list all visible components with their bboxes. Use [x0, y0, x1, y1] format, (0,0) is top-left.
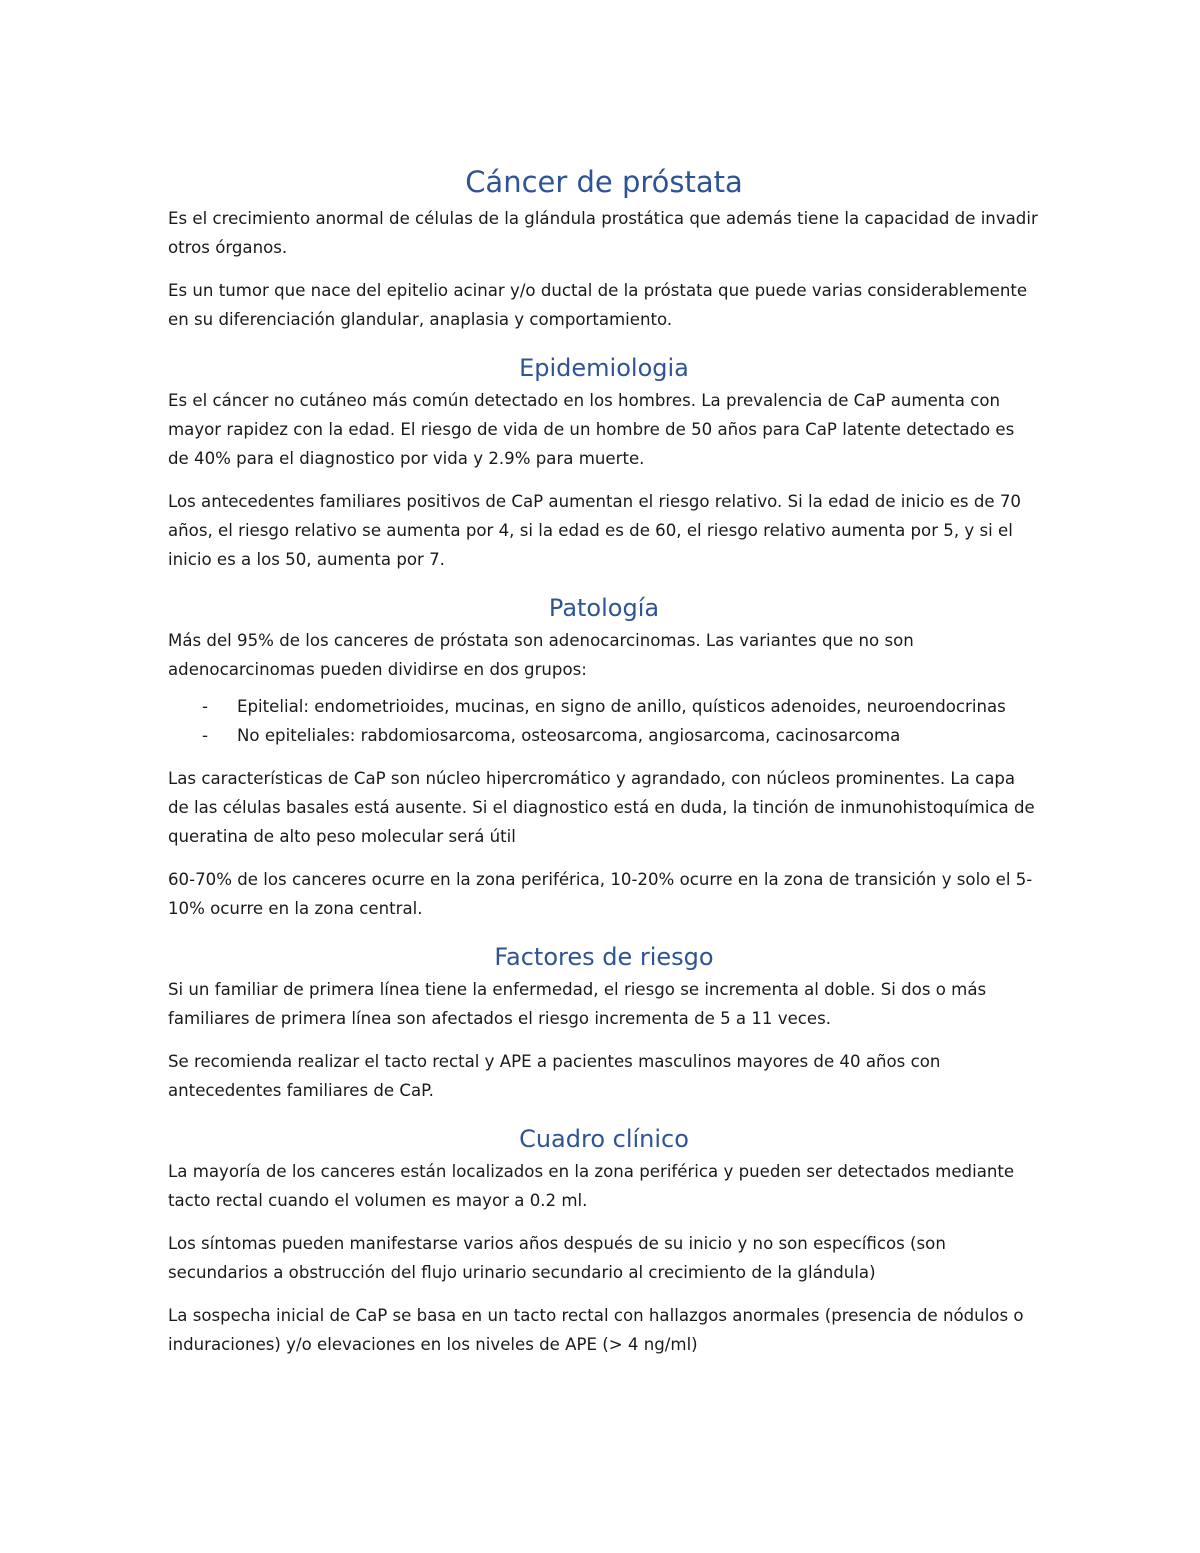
- list-item-text: No epiteliales: rabdomiosarcoma, osteosarcoma, angiosarcoma, cacinosarcoma: [237, 726, 901, 745]
- cuadro-paragraph-3: La sospecha inicial de CaP se basa en un tacto rectal con hallazgos anormales (presencia de nódulos o induraciones) y/o elevaciones en los niveles de APE (> 4 ng/ml): [168, 1306, 1024, 1354]
- patologia-paragraph-2: Las características de CaP son núcleo hipercromático y agrandado, con núcleos prominentes. La capa de las células basales está ausente. Si el diagnostico está en duda, la tinción de inmunohistoquímica de queratina de alto peso molecular será útil: [168, 769, 1035, 846]
- cuadro-paragraph-1: La mayoría de los canceres están localizados en la zona periférica y pueden ser detectados mediante tacto rectal cuando el volumen es mayor a 0.2 ml.: [168, 1162, 1015, 1210]
- dash-bullet: -: [202, 697, 208, 716]
- list-item: [168, 692, 1040, 721]
- heading-factores-de-riesgo: Factores de riesgo: [494, 943, 714, 971]
- cuadro-paragraph-2: Los síntomas pueden manifestarse varios años después de su inicio y no son específicos (son secundarios a obstrucción del flujo urinario secundario al crecimiento de la glándula): [168, 1234, 946, 1282]
- heading-patologia: Patología: [548, 594, 660, 622]
- heading-cuadro-clinico: Cuadro clínico: [519, 1125, 689, 1153]
- intro-paragraph-2: Es un tumor que nace del epitelio acinar y/o ductal de la próstata que puede varias considerablemente en su diferenciación glandular, anaplasia y comportamiento.: [168, 281, 1028, 329]
- patologia-paragraph-1: Más del 95% de los canceres de próstata son adenocarcinomas. Las variantes que no son adenocarcinomas pueden dividirse en dos grupos:: [168, 631, 914, 679]
- heading-epidemiologia: Epidemiologia: [519, 354, 689, 382]
- document-title: Cáncer de próstata: [465, 165, 743, 199]
- factores-paragraph-2: Se recomienda realizar el tacto rectal y APE a pacientes masculinos mayores de 40 años con antecedentes familiares de CaP.: [168, 1052, 941, 1100]
- patologia-paragraph-3: 60-70% de los canceres ocurre en la zona periférica, 10-20% ocurre en la zona de transición y solo el 5-10% ocurre en la zona central.: [168, 870, 1033, 918]
- epidemiologia-paragraph-1: Es el cáncer no cutáneo más común detectado en los hombres. La prevalencia de CaP aumenta con mayor rapidez con la edad. El riesgo de vida de un hombre de 50 años para CaP latente detectado es de 40% para el diagnostico por vida y 2.9% para muerte.: [168, 391, 1015, 468]
- intro-paragraph-1: Es el crecimiento anormal de células de la glándula prostática que además tiene la capacidad de invadir otros órganos.: [168, 209, 1038, 257]
- list-item: [168, 721, 1040, 750]
- document-page: [168, 160, 1040, 1373]
- factores-paragraph-1: Si un familiar de primera línea tiene la enfermedad, el riesgo se incrementa al doble. Si dos o más familiares de primera línea son afectados el riesgo incrementa de 5 a 11 veces.: [168, 980, 987, 1028]
- dash-bullet: -: [202, 726, 208, 745]
- patologia-list: [168, 692, 1040, 750]
- list-item-text: Epitelial: endometrioides, mucinas, en signo de anillo, quísticos adenoides, neuroendocrinas: [237, 697, 1006, 716]
- epidemiologia-paragraph-2: Los antecedentes familiares positivos de CaP aumentan el riesgo relativo. Si la edad de inicio es de 70 años, el riesgo relativo se aumenta por 4, si la edad es de 60, el riesgo relativo aumenta por 5, y si el inicio es a los 50, aumenta por 7.: [168, 492, 1021, 569]
